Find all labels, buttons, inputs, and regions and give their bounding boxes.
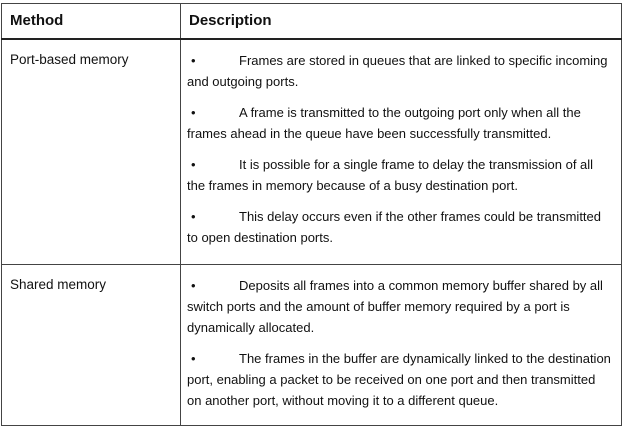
bullet-icon: • bbox=[191, 105, 196, 120]
description-header: Description bbox=[189, 12, 272, 29]
description-bullet bbox=[187, 102, 611, 144]
bullet-text: Frames are stored in queues that are linked to specific incoming and outgoing ports. bbox=[187, 53, 608, 89]
table-row bbox=[2, 265, 622, 426]
bullet-text: It is possible for a single frame to delay the transmission of all the frames in memory because of a busy destination port. bbox=[187, 157, 594, 193]
method-cell bbox=[2, 39, 181, 265]
method-name: Shared memory bbox=[10, 277, 107, 292]
bullet-text: A frame is transmitted to the outgoing port only when all the frames ahead in the queue have been successfully transmitted. bbox=[187, 105, 581, 141]
description-bullet bbox=[187, 50, 611, 92]
method-header: Method bbox=[10, 12, 64, 29]
bullet-text: This delay occurs even if the other frames could be transmitted to open destination ports. bbox=[187, 209, 602, 245]
table-header-row bbox=[2, 4, 622, 40]
table-row bbox=[2, 39, 622, 265]
bullet-text: The frames in the buffer are dynamically linked to the destination port, enabling a packet to be received on one port and then transmitted on another port, without moving it to a different queue. bbox=[187, 351, 611, 408]
method-cell bbox=[2, 265, 181, 426]
description-bullet bbox=[187, 154, 611, 196]
description-cell bbox=[181, 39, 622, 265]
bullet-icon: • bbox=[191, 209, 196, 224]
description-bullet bbox=[187, 348, 611, 411]
bullet-icon: • bbox=[191, 53, 196, 68]
description-bullet bbox=[187, 275, 611, 338]
bullet-text: Deposits all frames into a common memory buffer shared by all switch ports and the amount of buffer memory required by a port is dynamically allocated. bbox=[187, 278, 603, 335]
description-header-cell bbox=[181, 4, 622, 40]
switch-memory-table bbox=[1, 3, 622, 426]
bullet-icon: • bbox=[191, 278, 196, 293]
bullet-icon: • bbox=[191, 351, 196, 366]
description-cell bbox=[181, 265, 622, 426]
description-bullet bbox=[187, 206, 611, 248]
bullet-icon: • bbox=[191, 157, 196, 172]
method-header-cell bbox=[2, 4, 181, 40]
method-name: Port-based memory bbox=[10, 52, 129, 67]
